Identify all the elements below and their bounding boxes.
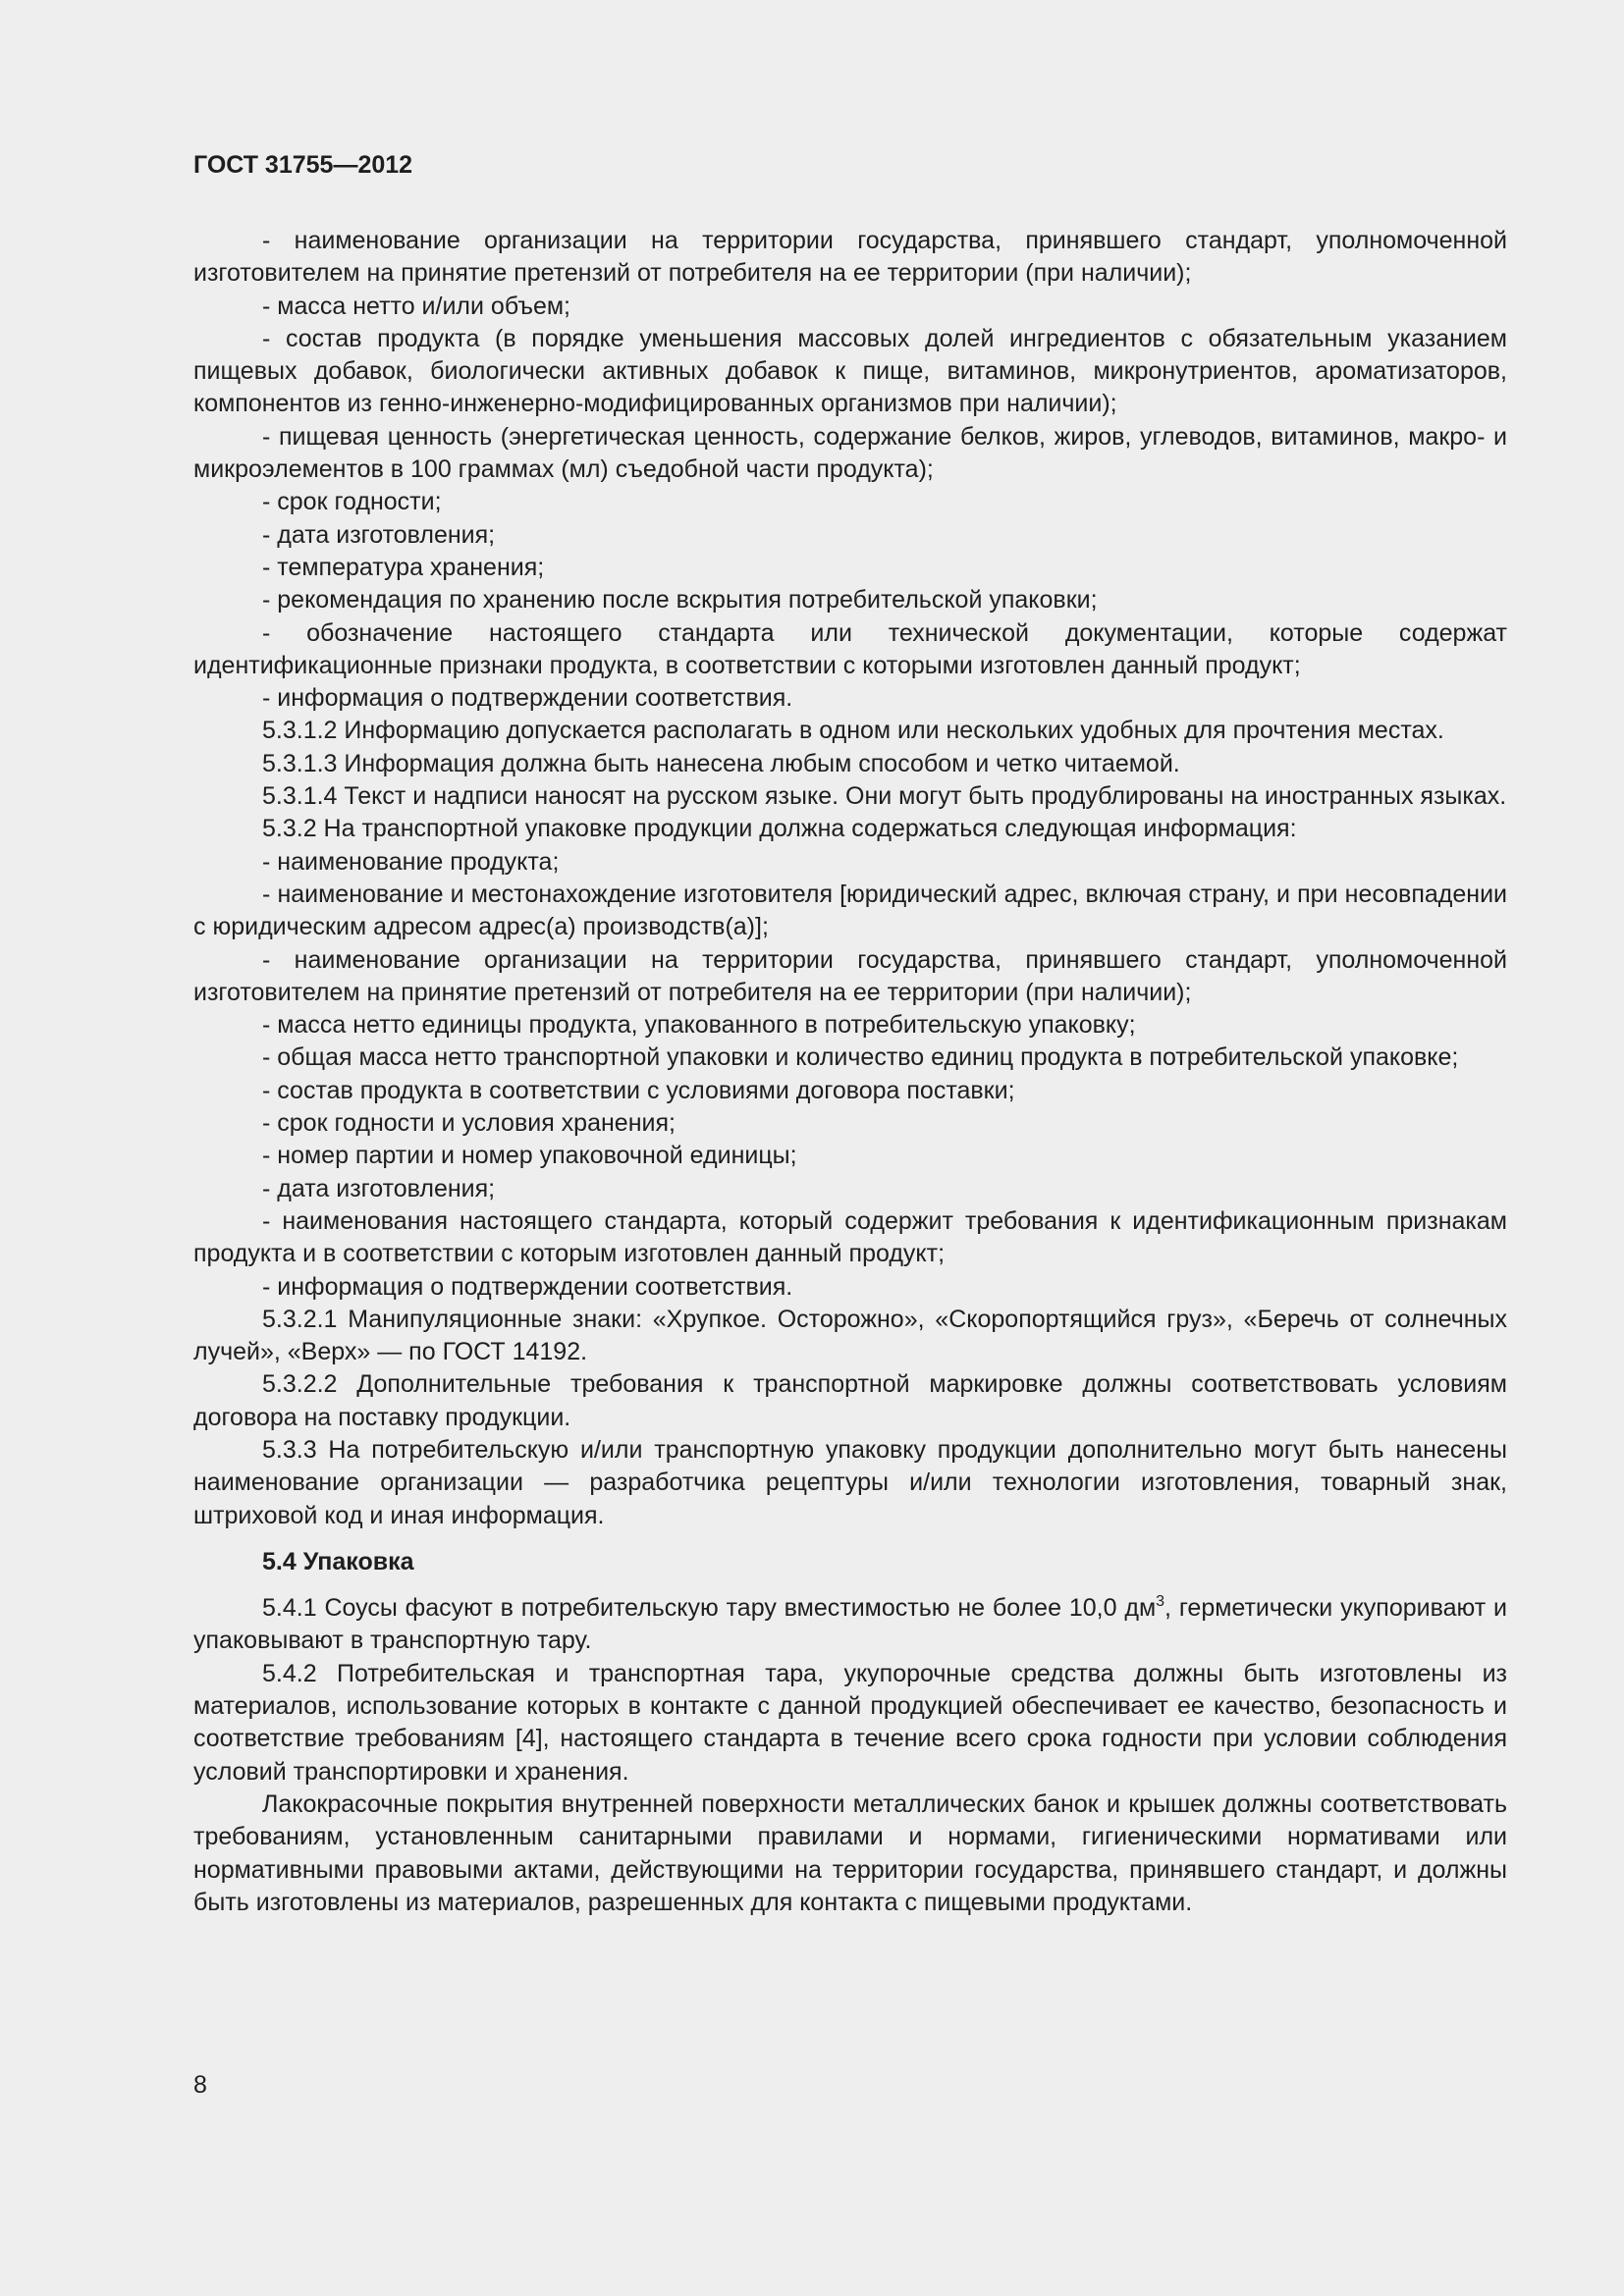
section-title: 5.4 Упаковка xyxy=(262,1547,414,1575)
clause-paragraph: 5.3.1.2 Информацию допускается располагать в одном или нескольких удобных для прочтения местах. xyxy=(262,717,1444,745)
list-item: - дата изготовления; xyxy=(262,520,496,549)
list-item: - срок годности; xyxy=(262,488,442,516)
list-item: - наименование организации на территории государства, принявшего стандарт, уполномоченной изготовителем на принятие претензий от потребителя на ее территории (при наличии); xyxy=(193,945,1507,1006)
list-item: - наименование организации на территории государства, принявшего стандарт, уполномоченной изготовителем на принятие претензий от потребителя на ее территории (при наличии); xyxy=(193,227,1507,288)
list-item: - пищевая ценность (энергетическая ценность, содержание белков, жиров, углеводов, витаминов, макро- и микроэлементов в 100 граммах (мл) съедобной части продукта); xyxy=(193,422,1507,484)
page-number: 8 xyxy=(193,2071,207,2099)
clause-paragraph: 5.3.2 На транспортной упаковке продукции должна содержаться следующая информация: xyxy=(262,815,1297,843)
list-item: - обозначение настоящего стандарта или технической документации, которые содержат идентификационные признаки продукта, в соответствии с которыми изготовлен данный продукт; xyxy=(193,618,1507,679)
document-body xyxy=(193,225,1507,1919)
clause-paragraph: 5.3.2.2 Дополнительные требования к транспортной маркировке должны соответствовать условиям договора на поставку продукции. xyxy=(193,1370,1507,1431)
list-item: - масса нетто единицы продукта, упакованного в потребительскую упаковку; xyxy=(262,1011,1136,1040)
clause-paragraph: 5.3.2.1 Манипуляционные знаки: «Хрупкое. Осторожно», «Скоропортящийся груз», «Беречь от солнечных лучей», «Верх» — по ГОСТ 14192. xyxy=(193,1305,1507,1366)
clause-text: , герметически укупоривают и упаковывают в транспортную тару. xyxy=(193,1594,1507,1655)
list-item: - наименование и местонахождение изготовителя [юридический адрес, включая страну, и при несовпадении с юридическим адресом адрес(а) производств(а)]; xyxy=(193,880,1507,941)
document-header: ГОСТ 31755—2012 xyxy=(193,151,413,179)
list-item: - рекомендация по хранению после вскрытия потребительской упаковки; xyxy=(262,586,1098,614)
list-item: - температура хранения; xyxy=(262,553,545,581)
list-item: - состав продукта в соответствии с условиями договора поставки; xyxy=(262,1076,1015,1104)
list-item: - информация о подтверждении соответствия. xyxy=(262,1272,793,1301)
clause-text: 5.4.1 Соусы фасуют в потребительскую тару вместимостью не более 10,0 дм xyxy=(262,1594,1157,1623)
list-item: - наименование продукта; xyxy=(262,847,560,876)
clause-paragraph xyxy=(193,1592,1507,1658)
clause-paragraph: 5.3.1.4 Текст и надписи наносят на русском языке. Они могут быть продублированы на иностранных языках. xyxy=(262,782,1507,811)
list-item: - наименования настоящего стандарта, который содержит требования к идентификационным признакам продукта и в соответствии с которым изготовлен данный продукт; xyxy=(193,1206,1507,1268)
clause-paragraph: 5.3.3 На потребительскую и/или транспортную упаковку продукции дополнительно могут быть нанесены наименование организации — разработчика рецептуры и/или технологии изготовления, товарный знак, штриховой код и иная информация. xyxy=(193,1435,1507,1529)
list-item: - масса нетто и/или объем; xyxy=(262,292,570,320)
superscript: 3 xyxy=(1156,1593,1165,1611)
list-item: - общая масса нетто транспортной упаковки и количество единиц продукта в потребительской упаковке; xyxy=(262,1043,1459,1072)
list-item: - состав продукта (в порядке уменьшения массовых долей ингредиентов с обязательным указанием пищевых добавок, биологически активных добавок к пище, витаминов, микронутриентов, ароматизаторов, компонентов из генно-инженерно-модифицированных организмов при наличии); xyxy=(193,324,1507,418)
list-item: - информация о подтверждении соответствия. xyxy=(262,684,793,713)
clause-paragraph: 5.4.2 Потребительская и транспортная тара, укупорочные средства должны быть изготовлены из материалов, использование которых в контакте с данной продукцией обеспечивает ее качество, безопасность и соответствие требованиям [4], настоящего стандарта в течение всего срока годности при условии соблюдения условий транспортировки и хранения. xyxy=(193,1659,1507,1786)
list-item: - срок годности и условия хранения; xyxy=(262,1109,676,1138)
list-item: - дата изготовления; xyxy=(262,1174,496,1202)
list-item: - номер партии и номер упаковочной единицы; xyxy=(262,1142,797,1170)
clause-paragraph: 5.3.1.3 Информация должна быть нанесена любым способом и четко читаемой. xyxy=(262,749,1180,777)
clause-paragraph: Лакокрасочные покрытия внутренней поверхности металлических банок и крышек должны соответствовать требованиям, установленным санитарными правилами и нормами, гигиеническими нормативами или нормативными правовыми актами, действующими на территории государства, принявшего стандарт, и должны быть изготовлены из материалов, разрешенных для контакта с пищевыми продуктами. xyxy=(193,1789,1507,1916)
